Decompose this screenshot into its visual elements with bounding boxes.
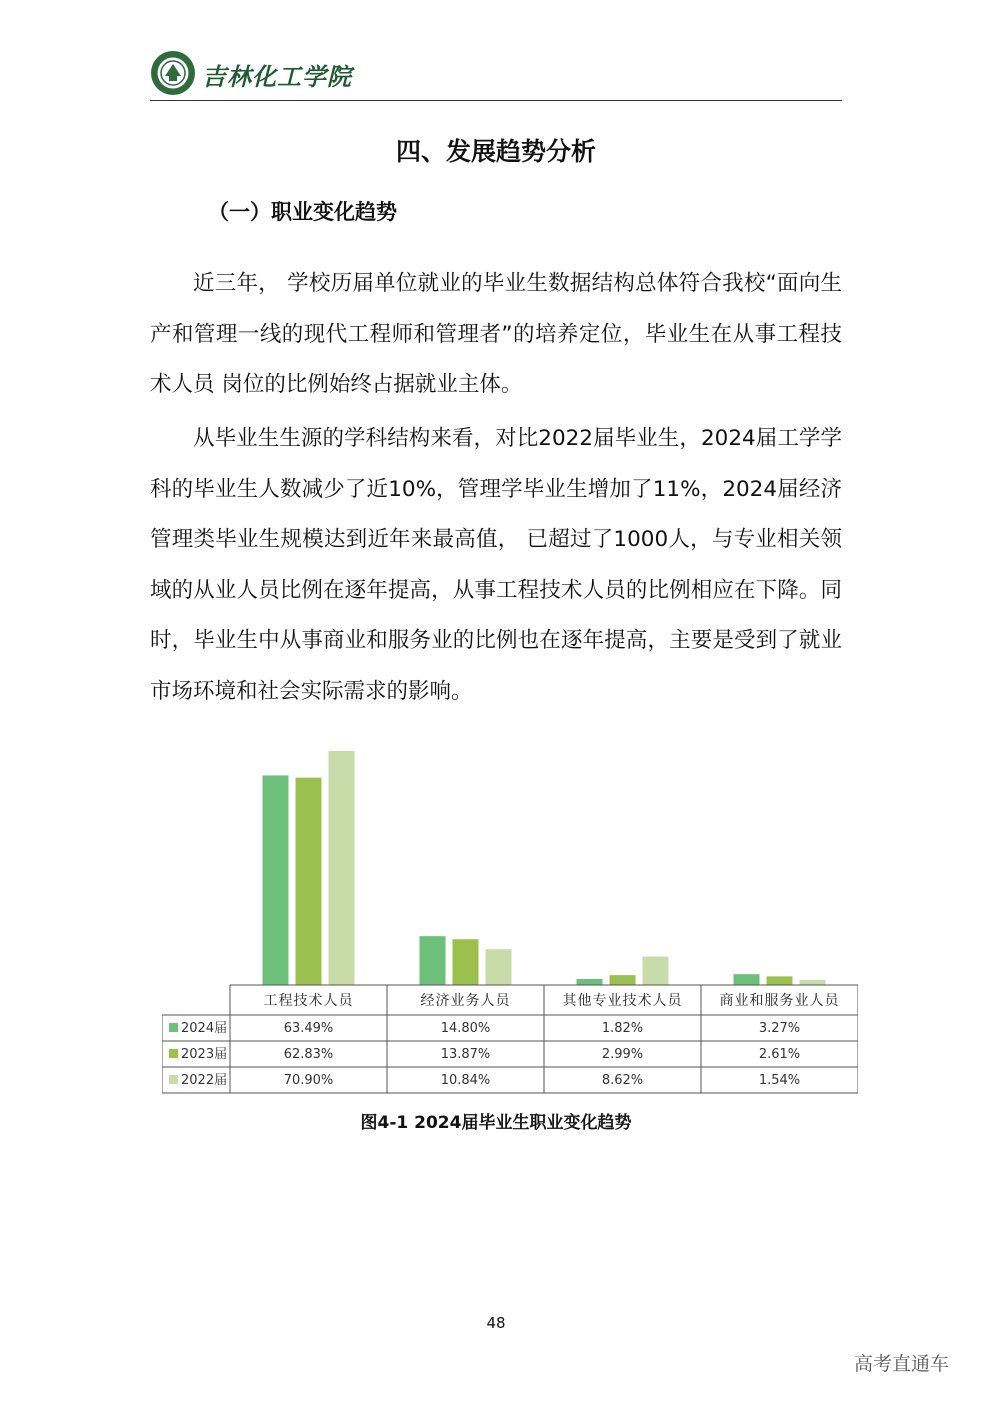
bar-2022届-商业和服务业人员: [800, 980, 826, 985]
bar-2024届-工程技术人员: [263, 775, 289, 985]
bar-2024届-经济业务人员: [420, 936, 446, 985]
bar-2023届-工程技术人员: [296, 778, 322, 985]
data-label: 13.87%: [440, 1047, 491, 1062]
bar-2024届-商业和服务业人员: [734, 974, 760, 985]
paragraph-2: 从毕业生生源的学科结构来看，对比2022届毕业生，2024届工学学科的毕业生人数减少了近10%，管理学毕业生增加了11%，2024届经济管理类毕业生规模达到近年来最高值， 已超过了1000人，与专业相关领域的从业人员比例在逐年提高，从事工程技术人员的比例相应在下降。同时，毕业生中从事商业和服务业的比例也在逐年提高，主要是受到了就业市场环境和社会实际需求的影响。: [150, 426, 842, 704]
paragraph-1: 近三年， 学校历届单位就业的毕业生数据结构总体符合我校“面向生产和管理一线的现代工程师和管理者”的培养定位，毕业生在从事工程技术人员 岗位的比例始终占据就业主体。: [150, 271, 842, 397]
legend-swatch-2024届: [169, 1023, 178, 1032]
legend-swatch-2022届: [169, 1075, 178, 1084]
section-title: 四、发展趋势分析: [395, 137, 596, 166]
bar-2022届-经济业务人员: [486, 949, 512, 985]
legend-label: 2023届: [181, 1047, 228, 1062]
data-label: 62.83%: [283, 1047, 334, 1062]
data-label: 8.62%: [601, 1073, 644, 1088]
data-label: 1.54%: [758, 1073, 801, 1088]
subsection-title: （一）职业变化趋势: [208, 200, 397, 224]
category-label: 工程技术人员: [263, 993, 354, 1009]
category-label: 经济业务人员: [420, 993, 511, 1009]
figure-caption: 图4-1 2024届毕业生职业变化趋势: [360, 1113, 632, 1133]
bar-2022届-其他专业技术人员: [643, 957, 669, 985]
school-seal-icon: [150, 50, 196, 96]
page-header: [150, 46, 842, 101]
legend-label: 2024届: [181, 1021, 228, 1036]
watermark: 高考直通车: [854, 1353, 950, 1375]
data-label: 70.90%: [283, 1073, 334, 1088]
legend-label: 2022届: [181, 1073, 228, 1088]
bar-2022届-工程技术人员: [329, 751, 355, 985]
data-label: 2.99%: [601, 1047, 644, 1062]
bar-2023届-其他专业技术人员: [610, 975, 636, 985]
bar-2023届-经济业务人员: [453, 939, 479, 985]
data-label: 63.49%: [283, 1021, 334, 1036]
data-label: 2.61%: [758, 1047, 801, 1062]
page-number: 48: [486, 1314, 506, 1332]
bar-2023届-商业和服务业人员: [767, 976, 793, 985]
data-label: 14.80%: [440, 1021, 491, 1036]
data-label: 1.82%: [601, 1021, 644, 1036]
bar-2024届-其他专业技术人员: [577, 979, 603, 985]
occupation-trend-chart: [162, 745, 858, 1095]
data-label: 3.27%: [758, 1021, 801, 1036]
school-name: 吉林化工学院: [202, 62, 352, 91]
category-label: 商业和服务业人员: [719, 993, 840, 1009]
data-label: 10.84%: [440, 1073, 491, 1088]
legend-swatch-2023届: [169, 1049, 178, 1058]
category-label: 其他专业技术人员: [562, 993, 683, 1009]
